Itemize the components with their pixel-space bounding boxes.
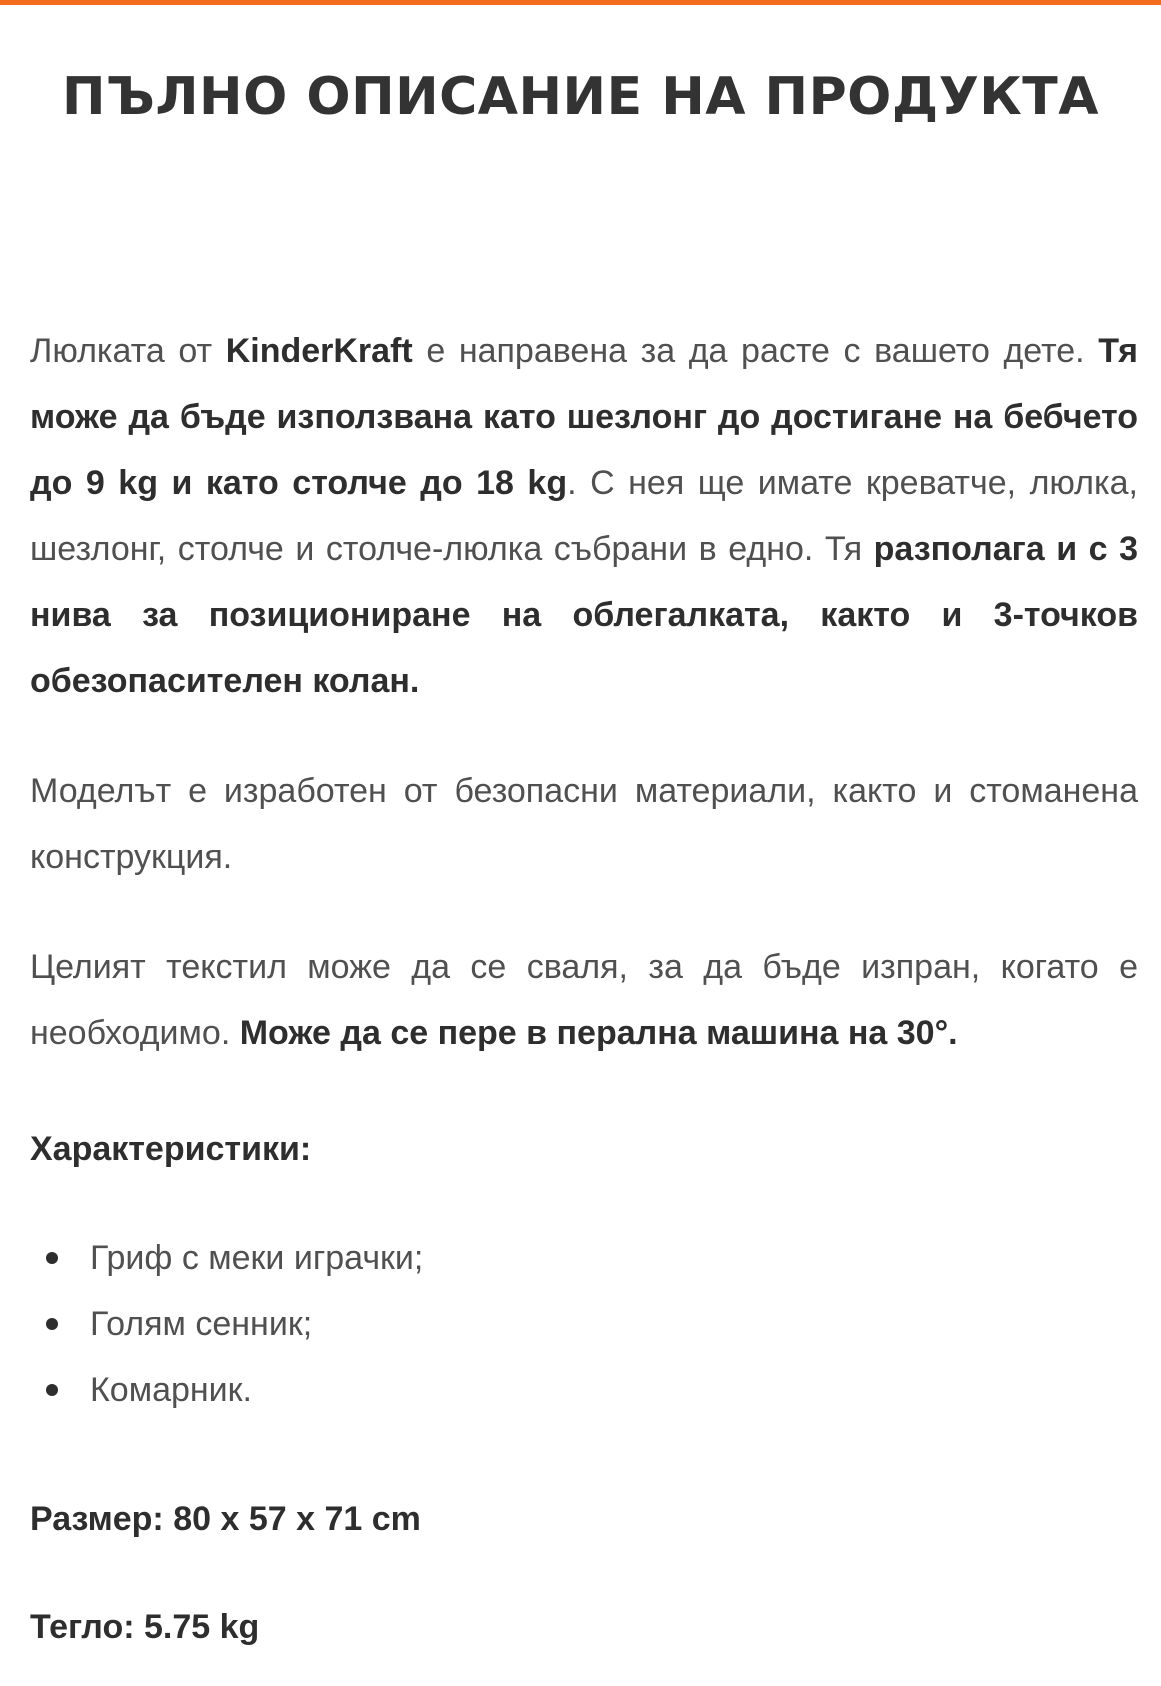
brand-name: KinderKraft xyxy=(225,332,413,370)
list-item xyxy=(30,1357,423,1423)
list-item xyxy=(30,1225,423,1291)
features-heading: Характеристики: xyxy=(30,1130,312,1168)
washing-text: Целият текстил може да се сваля, за да бъде изпран, когато е необходимо. xyxy=(30,948,1138,1052)
features-highlight: разполага и с 3 нива за позициониране на облегалката, както и 3-точков обезопасителен колан. xyxy=(30,530,1138,700)
product-weight: Тегло: 5.75 kg xyxy=(30,1608,260,1646)
features-list xyxy=(30,1225,423,1423)
materials-text: Моделът е изработен от безопасни материали, както и стоманена конструкция. xyxy=(30,772,1138,876)
description-paragraph-washing xyxy=(30,934,1138,1066)
product-description xyxy=(30,318,1138,1066)
list-item xyxy=(30,1291,423,1357)
description-paragraph-materials xyxy=(30,758,1138,890)
washing-highlight: Може да се пере в перална машина на 30°. xyxy=(239,1014,958,1052)
bullet-icon xyxy=(46,1384,58,1396)
bullet-icon xyxy=(46,1318,58,1330)
description-paragraph-intro xyxy=(30,318,1138,714)
accent-top-bar xyxy=(0,0,1161,5)
intro-text-3: . С нея ще имате креватче, люлка, шезлонг, столче и столче-люлка събрани в едно. Тя xyxy=(30,464,1138,568)
intro-text-1: Люлката от xyxy=(30,332,226,370)
feature-label: Комарник. xyxy=(90,1371,252,1409)
feature-label: Гриф с меки играчки; xyxy=(90,1239,424,1277)
usage-highlight: Тя може да бъде използвана като шезлонг до достигане на бебчето до 9 kg и като столче до 18 kg xyxy=(30,332,1138,502)
bullet-icon xyxy=(46,1252,58,1264)
page-title: ПЪЛНО ОПИСАНИЕ НА ПРОДУКТА xyxy=(61,67,1100,127)
feature-label: Голям сенник; xyxy=(90,1305,313,1343)
product-size: Размер: 80 x 57 x 71 cm xyxy=(30,1500,421,1538)
intro-text-2: е направена за да расте с вашето дете. xyxy=(412,332,1099,370)
